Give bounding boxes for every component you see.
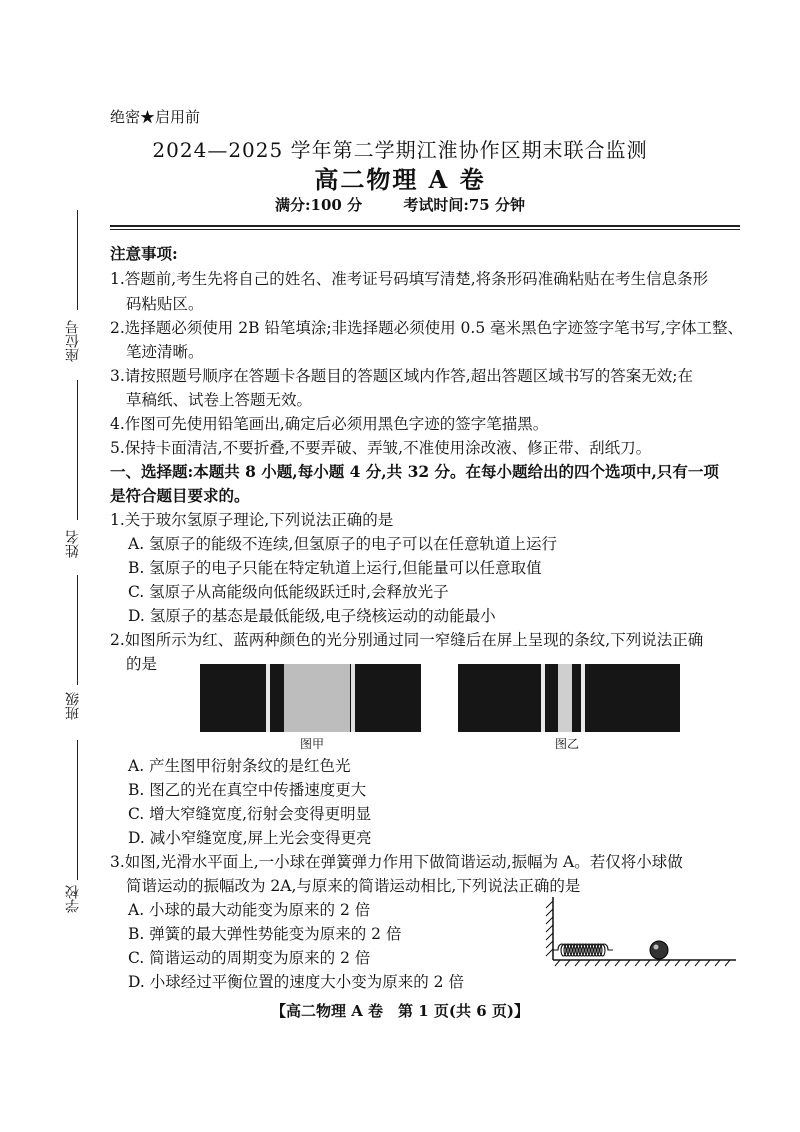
- name-line-top: [77, 380, 78, 520]
- fringe-a-right: [351, 664, 355, 732]
- binding-margin: [55, 200, 105, 1000]
- q3-option-b: B. 弹簧的最大弹性势能变为原来的 2 倍: [128, 925, 402, 943]
- class-line: [77, 740, 78, 880]
- q2-option-d: D. 减小窄缝宽度,屏上光会变得更亮: [128, 829, 372, 847]
- note-line: 码粘贴区。: [126, 295, 204, 313]
- diffraction-figure-b: [458, 664, 680, 732]
- name-label: 姓名: [65, 530, 81, 558]
- full-score: 满分:100 分: [275, 196, 363, 214]
- exam-title: 2024—2025 学年第二学期江淮协作区期末联合监测: [152, 138, 648, 162]
- q1-stem: 1.关于玻尔氢原子理论,下列说法正确的是: [110, 511, 394, 529]
- ball: [650, 941, 668, 959]
- fringe-b-left: [541, 664, 545, 732]
- notes-heading: 注意事项:: [110, 244, 178, 263]
- name-line: [77, 575, 78, 685]
- q2-stem: 2.如图所示为红、蓝两种颜色的光分别通过同一窄缝后在屏上呈现的条纹,下列说法正确: [110, 631, 704, 649]
- note-line: 4.作图可先使用铅笔画出,确定后必须用黑色字迹的签字笔描黑。: [110, 415, 549, 433]
- fringe-b-central: [558, 664, 572, 732]
- seat-line: [77, 210, 78, 310]
- q2-option-c: C. 增大窄缝宽度,衍射会变得更明显: [128, 805, 372, 823]
- note-line: 5.保持卡面清洁,不要折叠,不要弄破、弄皱,不准使用涂改液、修正带、刮纸刀。: [110, 439, 652, 457]
- note-line: 2.选择题必须使用 2B 铅笔填涂;非选择题必须使用 0.5 毫米黑色字迹签字笔书写,字体工整、: [110, 319, 744, 337]
- q1-option-a: A. 氢原子的能级不连续,但氢原子的电子可以在任意轨道上运行: [128, 535, 557, 553]
- ball-highlight: [654, 945, 659, 950]
- wall: [546, 897, 553, 960]
- q3-option-a: A. 小球的最大动能变为原来的 2 倍: [128, 901, 371, 919]
- school-label: 学校: [65, 885, 81, 913]
- confidential-mark: 绝密★启用前: [110, 108, 201, 126]
- section-heading: 一、选择题:本题共 8 小题,每小题 4 分,共 32 分。在每小题给出的四个选项中,只有一项: [110, 462, 719, 481]
- fringe-a-central: [284, 664, 350, 732]
- q1-option-b: B. 氢原子的电子只能在特定轨道上运行,但能量可以任意取值: [128, 559, 542, 577]
- note-line: 笔迹清晰。: [126, 343, 204, 361]
- q3-option-d: D. 小球经过平衡位置的速度大小变为原来的 2 倍: [128, 973, 464, 991]
- q3-option-c: C. 简谐运动的周期变为原来的 2 倍: [128, 949, 371, 967]
- fringe-a-left: [266, 664, 270, 732]
- note-line: 3.请按照题号顺序在答题卡各题目的答题区域内作答,超出答题区域书写的答案无效;在: [110, 367, 693, 385]
- figure-a-caption: 图甲: [300, 737, 325, 751]
- spring: [553, 944, 613, 956]
- note-line: 1.答题前,考生先将自己的姓名、准考证号码填写清楚,将条形码准确粘贴在考生信息条形: [110, 270, 709, 288]
- q3-stem-cont: 简谐运动的振幅改为 2A,与原来的简谐运动相比,下列说法正确的是: [126, 877, 581, 895]
- fringe-b-right: [581, 664, 585, 732]
- floor: [553, 960, 736, 966]
- class-label: 班级: [65, 692, 81, 720]
- subject-title: 高二物理 A 卷: [314, 165, 486, 194]
- header-rule-thin: [110, 229, 740, 230]
- exam-time: 考试时间:75 分钟: [403, 196, 525, 214]
- page-footer: 【高二物理 A 卷 第 1 页(共 6 页)】: [270, 1002, 530, 1020]
- q2-option-a: A. 产生图甲衍射条纹的是红色光: [128, 757, 351, 775]
- figure-b-caption: 图乙: [555, 737, 580, 751]
- q1-option-c: C. 氢原子从高能级向低能级跃迁时,会释放光子: [128, 583, 449, 601]
- spring-oscillator-figure: [540, 895, 740, 970]
- seat-label: 座位号: [65, 320, 81, 362]
- section-heading-cont: 是符合题目要求的。: [110, 486, 250, 505]
- header-rule-thick: [110, 225, 740, 227]
- diffraction-figure-a: [200, 664, 421, 732]
- note-line: 草稿纸、试卷上答题无效。: [126, 391, 313, 409]
- q3-stem: 3.如图,光滑水平面上,一小球在弹簧弹力作用下做简谐运动,振幅为 A。若仅将小球做: [110, 853, 683, 871]
- q2-stem-cont: 的是: [126, 655, 158, 673]
- exam-meta: [0, 194, 800, 215]
- q1-option-d: D. 氢原子的基态是最低能级,电子绕核运动的动能最小: [128, 607, 496, 625]
- q2-option-b: B. 图乙的光在真空中传播速度更大: [128, 781, 367, 799]
